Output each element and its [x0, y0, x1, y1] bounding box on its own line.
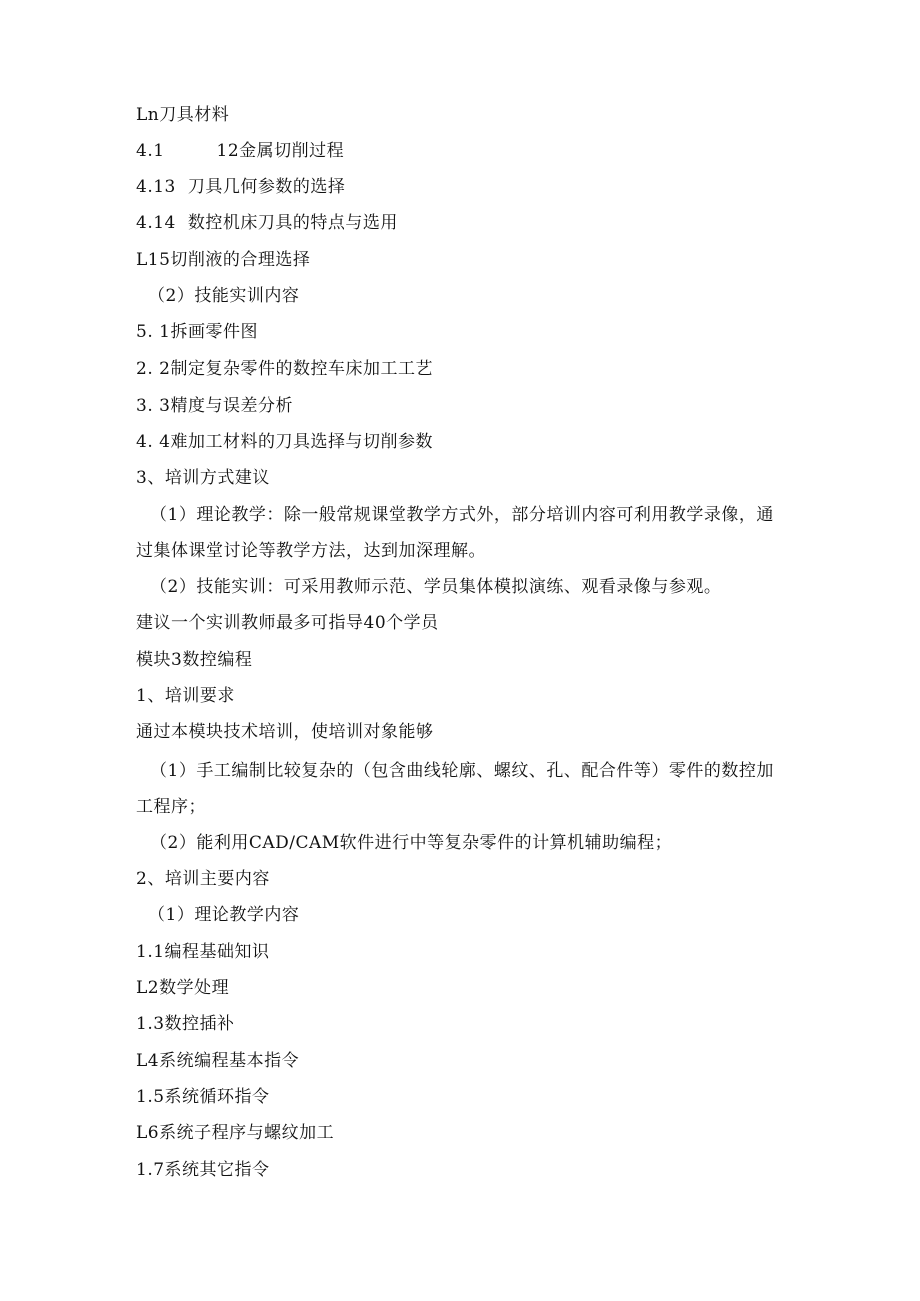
text-line: 1.5系统循环指令	[136, 1087, 270, 1107]
paragraph-line: 工程序；	[136, 797, 206, 817]
text-line	[136, 140, 344, 162]
text-line: 5. 1拆画零件图	[136, 322, 258, 342]
text-line: 通过本模块技术培训，使培训对象能够	[136, 722, 434, 742]
section-title: 数控机床刀具的特点与选用	[187, 213, 398, 233]
paragraph-line: （1）理论教学：除一般常规课堂教学方式外，部分培训内容可利用教学录像，通	[150, 505, 774, 525]
paragraph-line: （2）技能实训：可采用教师示范、学员集体模拟演练、观看录像与参观。	[150, 577, 722, 597]
text-line	[136, 212, 398, 234]
module-title: 模块3数控编程	[136, 650, 253, 670]
text-line: L15切削液的合理选择	[136, 250, 311, 270]
section-title: 12金属切削过程	[216, 141, 345, 161]
section-title: 刀具几何参数的选择	[187, 177, 346, 197]
heading: 3、培训方式建议	[136, 468, 270, 488]
text-line: 1.3数控插补	[136, 1014, 235, 1034]
paragraph-line: 过集体课堂讨论等教学方法，达到加深理解。	[136, 541, 486, 561]
text-line: Ln刀具材料	[136, 105, 230, 125]
text-line: 1.1编程基础知识	[136, 942, 270, 962]
paragraph-line: （1）手工编制比较复杂的（包含曲线轮廓、螺纹、孔、配合件等）零件的数控加	[150, 761, 774, 781]
section-number: 4.13	[136, 177, 176, 197]
text-line: L6系统子程序与螺纹加工	[136, 1123, 335, 1143]
heading: 2、培训主要内容	[136, 869, 270, 889]
text-line: L2数学处理	[136, 978, 230, 998]
heading: 1、培训要求	[136, 686, 235, 706]
text-line: L4系统编程基本指令	[136, 1051, 300, 1071]
text-line	[136, 176, 345, 198]
text-line: 3. 3精度与误差分析	[136, 396, 293, 416]
subheading: （1）理论教学内容	[148, 905, 300, 925]
section-number: 4.14	[136, 213, 176, 233]
text-line: 1.7系统其它指令	[136, 1160, 270, 1180]
text-line: 4. 4难加工材料的刀具选择与切削参数	[136, 432, 433, 452]
text-line: 2. 2制定复杂零件的数控车床加工工艺	[136, 359, 433, 379]
text-line: 建议一个实训教师最多可指导40个学员	[136, 613, 439, 633]
paragraph-line: （2）能利用CAD/CAM软件进行中等复杂零件的计算机辅助编程；	[150, 833, 673, 853]
section-number: 4.1	[136, 141, 165, 161]
subheading: （2）技能实训内容	[148, 286, 300, 306]
